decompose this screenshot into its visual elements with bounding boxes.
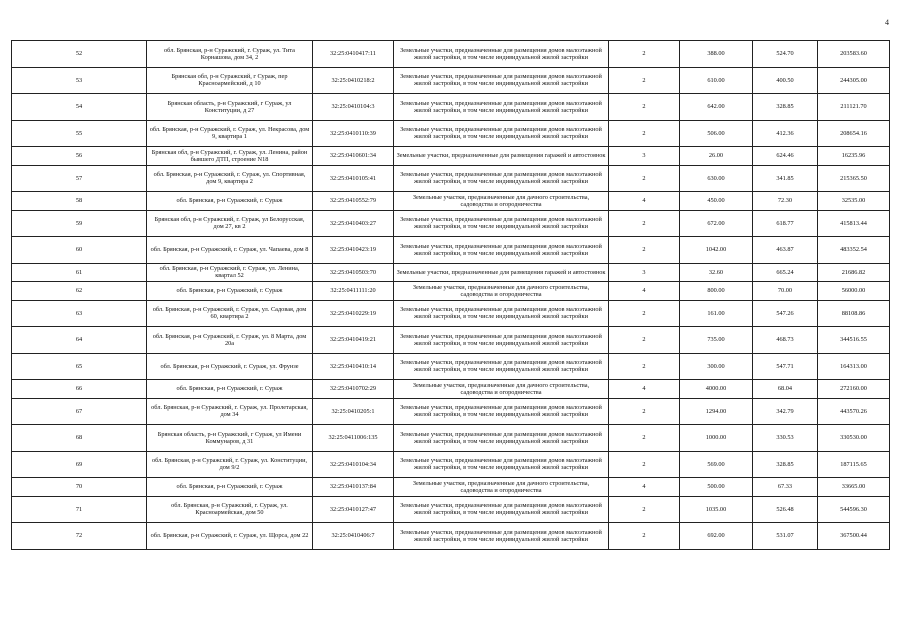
land-use-cell: Земельные участки, предназначенные для размещения домов малоэтажной жилой застройки, в том числе индивидуальной жилой застройки xyxy=(394,300,609,327)
cadastral-value-cell: 208654.16 xyxy=(818,120,890,147)
land-use-cell: Земельные участки, предназначенные для размещения домов малоэтажной жилой застройки, в том числе индивидуальной жилой застройки xyxy=(394,523,609,550)
cadastral-number-cell: 32:25:0410552:79 xyxy=(313,192,394,211)
group-cell: 2 xyxy=(609,353,680,380)
cadastral-value-cell: 544596.30 xyxy=(818,496,890,523)
land-registry-table xyxy=(11,40,890,550)
rate-cell: 468.73 xyxy=(753,327,818,354)
row-number-cell: 59 xyxy=(12,210,147,237)
cadastral-number-cell: 32:25:0410601:34 xyxy=(313,147,394,166)
land-use-cell: Земельные участки, предназначенные для размещения домов малоэтажной жилой застройки, в том числе индивидуальной жилой застройки xyxy=(394,237,609,264)
group-cell: 4 xyxy=(609,380,680,399)
group-cell: 4 xyxy=(609,282,680,301)
address-cell: обл. Брянская, р-н Суражский, г. Сураж, ул. Чапаева, дом 8 xyxy=(147,237,313,264)
table-row xyxy=(12,94,890,121)
row-number-cell: 65 xyxy=(12,353,147,380)
cadastral-number-cell: 32:25:0410105:41 xyxy=(313,165,394,192)
row-number-cell: 53 xyxy=(12,67,147,94)
area-cell: 642.00 xyxy=(680,94,753,121)
table-row xyxy=(12,353,890,380)
area-cell: 500.00 xyxy=(680,478,753,497)
rate-cell: 328.85 xyxy=(753,451,818,478)
group-cell: 2 xyxy=(609,300,680,327)
row-number-cell: 61 xyxy=(12,263,147,282)
address-cell: обл. Брянская, р-н Суражский, г. Сураж xyxy=(147,380,313,399)
rate-cell: 342.79 xyxy=(753,398,818,425)
cadastral-number-cell: 32:25:0410410:14 xyxy=(313,353,394,380)
row-number-cell: 70 xyxy=(12,478,147,497)
group-cell: 2 xyxy=(609,451,680,478)
cadastral-number-cell: 32:25:0410218:2 xyxy=(313,67,394,94)
group-cell: 2 xyxy=(609,425,680,452)
area-cell: 388.00 xyxy=(680,41,753,68)
land-use-cell: Земельные участки, предназначенные для дачного строительства, садоводства и огородничества xyxy=(394,192,609,211)
table-row xyxy=(12,451,890,478)
cadastral-value-cell: 211121.70 xyxy=(818,94,890,121)
address-cell: обл. Брянская, р-н Суражский, г. Сураж, ул. Красноармейская, дом 50 xyxy=(147,496,313,523)
rate-cell: 531.07 xyxy=(753,523,818,550)
row-number-cell: 68 xyxy=(12,425,147,452)
cadastral-value-cell: 164313.00 xyxy=(818,353,890,380)
address-cell: обл. Брянская, р-н Суражский, г. Сураж, ул. Некрасова, дом 9, квартира 1 xyxy=(147,120,313,147)
land-use-cell: Земельные участки, предназначенные для дачного строительства, садоводства и огородничества xyxy=(394,478,609,497)
group-cell: 4 xyxy=(609,478,680,497)
group-cell: 2 xyxy=(609,41,680,68)
address-cell: обл. Брянская, р-н Суражский, г. Сураж xyxy=(147,192,313,211)
table-row xyxy=(12,398,890,425)
address-cell: обл. Брянская, р-н Суражский, г. Сураж, ул. 8 Марта, дом 20а xyxy=(147,327,313,354)
address-cell: Брянская обл, р-н Суражский, г Сураж, пер Красноармейский, д 10 xyxy=(147,67,313,94)
area-cell: 630.00 xyxy=(680,165,753,192)
table-row xyxy=(12,496,890,523)
cadastral-number-cell: 32:25:0410419:21 xyxy=(313,327,394,354)
rate-cell: 526.48 xyxy=(753,496,818,523)
address-cell: обл. Брянская, р-н Суражский, г. Сураж, ул. Фрунзе xyxy=(147,353,313,380)
cadastral-number-cell: 32:25:0410417:11 xyxy=(313,41,394,68)
land-use-cell: Земельные участки, предназначенные для размещения домов малоэтажной жилой застройки, в том числе индивидуальной жилой застройки xyxy=(394,451,609,478)
row-number-cell: 56 xyxy=(12,147,147,166)
address-cell: обл. Брянская, р-н Суражский, г. Сураж, ул. Ленина, квартал 52 xyxy=(147,263,313,282)
rate-cell: 463.87 xyxy=(753,237,818,264)
address-cell: Брянская область, р-н Суражский, г Сураж, ул Конституции, д 27 xyxy=(147,94,313,121)
rate-cell: 665.24 xyxy=(753,263,818,282)
area-cell: 506.00 xyxy=(680,120,753,147)
cadastral-value-cell: 56000.00 xyxy=(818,282,890,301)
area-cell: 1035.00 xyxy=(680,496,753,523)
address-cell: обл. Брянская, р-н Суражский, г. Сураж, ул. Тита Корнашова, дом 34, 2 xyxy=(147,41,313,68)
area-cell: 4000.00 xyxy=(680,380,753,399)
group-cell: 2 xyxy=(609,120,680,147)
row-number-cell: 66 xyxy=(12,380,147,399)
cadastral-number-cell: 32:25:0410137:84 xyxy=(313,478,394,497)
row-number-cell: 72 xyxy=(12,523,147,550)
address-cell: обл. Брянская, р-н Суражский, г. Сураж xyxy=(147,478,313,497)
group-cell: 2 xyxy=(609,496,680,523)
rate-cell: 547.26 xyxy=(753,300,818,327)
area-cell: 610.00 xyxy=(680,67,753,94)
land-use-cell: Земельные участки, предназначенные для размещения домов малоэтажной жилой застройки, в том числе индивидуальной жилой застройки xyxy=(394,67,609,94)
land-use-cell: Земельные участки, предназначенные для размещения домов малоэтажной жилой застройки, в том числе индивидуальной жилой застройки xyxy=(394,120,609,147)
area-cell: 569.00 xyxy=(680,451,753,478)
rate-cell: 67.33 xyxy=(753,478,818,497)
rate-cell: 68.04 xyxy=(753,380,818,399)
cadastral-number-cell: 32:25:0410127:47 xyxy=(313,496,394,523)
cadastral-value-cell: 443570.26 xyxy=(818,398,890,425)
rate-cell: 70.00 xyxy=(753,282,818,301)
row-number-cell: 67 xyxy=(12,398,147,425)
area-cell: 26.00 xyxy=(680,147,753,166)
rate-cell: 328.85 xyxy=(753,94,818,121)
cadastral-number-cell: 32:25:0410403:27 xyxy=(313,210,394,237)
land-use-cell: Земельные участки, предназначенные для размещения домов малоэтажной жилой застройки, в том числе индивидуальной жилой застройки xyxy=(394,94,609,121)
rate-cell: 341.85 xyxy=(753,165,818,192)
cadastral-number-cell: 32:25:0410229:19 xyxy=(313,300,394,327)
rate-cell: 547.71 xyxy=(753,353,818,380)
cadastral-value-cell: 215365.50 xyxy=(818,165,890,192)
group-cell: 3 xyxy=(609,263,680,282)
table-row xyxy=(12,263,890,282)
group-cell: 4 xyxy=(609,192,680,211)
row-number-cell: 54 xyxy=(12,94,147,121)
table-row xyxy=(12,237,890,264)
page-number: 4 xyxy=(885,18,889,27)
address-cell: Брянская область, р-н Суражский, г Сураж, ул Имени Коммунаров, д 31 xyxy=(147,425,313,452)
cadastral-value-cell: 367500.44 xyxy=(818,523,890,550)
table-row xyxy=(12,478,890,497)
cadastral-value-cell: 16235.96 xyxy=(818,147,890,166)
land-use-cell: Земельные участки, предназначенные для дачного строительства, садоводства и огородничества xyxy=(394,380,609,399)
row-number-cell: 55 xyxy=(12,120,147,147)
cadastral-number-cell: 32:25:0410205:1 xyxy=(313,398,394,425)
cadastral-number-cell: 32:25:0411111:20 xyxy=(313,282,394,301)
area-cell: 161.00 xyxy=(680,300,753,327)
cadastral-value-cell: 33665.00 xyxy=(818,478,890,497)
area-cell: 450.00 xyxy=(680,192,753,211)
table-row xyxy=(12,67,890,94)
area-cell: 692.00 xyxy=(680,523,753,550)
cadastral-value-cell: 483352.54 xyxy=(818,237,890,264)
table-row xyxy=(12,327,890,354)
table-row xyxy=(12,165,890,192)
cadastral-number-cell: 32:25:0410110:39 xyxy=(313,120,394,147)
address-cell: Брянская обл, р-н Суражский, г. Сураж, ул Белорусская, дом 27, кв 2 xyxy=(147,210,313,237)
table-row xyxy=(12,210,890,237)
row-number-cell: 69 xyxy=(12,451,147,478)
address-cell: обл. Брянская, р-н Суражский, г. Сураж, ул. Пролетарская, дом 34 xyxy=(147,398,313,425)
row-number-cell: 58 xyxy=(12,192,147,211)
cadastral-value-cell: 187115.65 xyxy=(818,451,890,478)
rate-cell: 624.46 xyxy=(753,147,818,166)
rate-cell: 618.77 xyxy=(753,210,818,237)
area-cell: 800.00 xyxy=(680,282,753,301)
group-cell: 2 xyxy=(609,327,680,354)
land-use-cell: Земельные участки, предназначенные для размещения домов малоэтажной жилой застройки, в том числе индивидуальной жилой застройки xyxy=(394,425,609,452)
table-row xyxy=(12,523,890,550)
land-use-cell: Земельные участки, предназначенные для размещения гаражей и автостоянок xyxy=(394,263,609,282)
table-row xyxy=(12,120,890,147)
area-cell: 1294.00 xyxy=(680,398,753,425)
address-cell: обл. Брянская, р-н Суражский, г. Сураж, ул. Щорса, дом 22 xyxy=(147,523,313,550)
table-row xyxy=(12,282,890,301)
rate-cell: 330.53 xyxy=(753,425,818,452)
row-number-cell: 63 xyxy=(12,300,147,327)
cadastral-value-cell: 272160.00 xyxy=(818,380,890,399)
rate-cell: 72.30 xyxy=(753,192,818,211)
rate-cell: 412.36 xyxy=(753,120,818,147)
table-row xyxy=(12,300,890,327)
land-use-cell: Земельные участки, предназначенные для размещения домов малоэтажной жилой застройки, в том числе индивидуальной жилой застройки xyxy=(394,165,609,192)
table-row xyxy=(12,147,890,166)
land-use-cell: Земельные участки, предназначенные для дачного строительства, садоводства и огородничества xyxy=(394,282,609,301)
land-use-cell: Земельные участки, предназначенные для размещения домов малоэтажной жилой застройки, в том числе индивидуальной жилой застройки xyxy=(394,327,609,354)
row-number-cell: 71 xyxy=(12,496,147,523)
land-use-cell: Земельные участки, предназначенные для размещения домов малоэтажной жилой застройки, в том числе индивидуальной жилой застройки xyxy=(394,353,609,380)
address-cell: обл. Брянская, р-н Суражский, г. Сураж, ул. Спортивная, дом 9, квартира 2 xyxy=(147,165,313,192)
table-row xyxy=(12,192,890,211)
area-cell: 1000.00 xyxy=(680,425,753,452)
address-cell: обл. Брянская, р-н Суражский, г. Сураж, ул. Садовая, дом 60, квартира 2 xyxy=(147,300,313,327)
cadastral-number-cell: 32:25:0410104:34 xyxy=(313,451,394,478)
cadastral-value-cell: 203583.60 xyxy=(818,41,890,68)
land-use-cell: Земельные участки, предназначенные для размещения домов малоэтажной жилой застройки, в том числе индивидуальной жилой застройки xyxy=(394,496,609,523)
address-cell: Брянская обл, р-н Суражский, г. Сураж, ул. Ленина, район бывшего ДТП, строение N18 xyxy=(147,147,313,166)
row-number-cell: 57 xyxy=(12,165,147,192)
cadastral-number-cell: 32:25:0410423:19 xyxy=(313,237,394,264)
table-row xyxy=(12,425,890,452)
group-cell: 2 xyxy=(609,210,680,237)
area-cell: 1042.00 xyxy=(680,237,753,264)
row-number-cell: 60 xyxy=(12,237,147,264)
cadastral-number-cell: 32:25:0410104:3 xyxy=(313,94,394,121)
cadastral-value-cell: 415813.44 xyxy=(818,210,890,237)
cadastral-value-cell: 32535.00 xyxy=(818,192,890,211)
rate-cell: 400.50 xyxy=(753,67,818,94)
group-cell: 2 xyxy=(609,67,680,94)
table-row xyxy=(12,380,890,399)
group-cell: 3 xyxy=(609,147,680,166)
row-number-cell: 52 xyxy=(12,41,147,68)
cadastral-number-cell: 32:25:0410503:70 xyxy=(313,263,394,282)
area-cell: 735.00 xyxy=(680,327,753,354)
land-use-cell: Земельные участки, предназначенные для размещения домов малоэтажной жилой застройки, в том числе индивидуальной жилой застройки xyxy=(394,210,609,237)
cadastral-value-cell: 88108.86 xyxy=(818,300,890,327)
group-cell: 2 xyxy=(609,398,680,425)
cadastral-value-cell: 21686.82 xyxy=(818,263,890,282)
group-cell: 2 xyxy=(609,165,680,192)
land-use-cell: Земельные участки, предназначенные для размещения гаражей и автостоянок xyxy=(394,147,609,166)
cadastral-value-cell: 330530.00 xyxy=(818,425,890,452)
area-cell: 300.00 xyxy=(680,353,753,380)
land-use-cell: Земельные участки, предназначенные для размещения домов малоэтажной жилой застройки, в том числе индивидуальной жилой застройки xyxy=(394,398,609,425)
cadastral-value-cell: 244305.00 xyxy=(818,67,890,94)
cadastral-value-cell: 344516.55 xyxy=(818,327,890,354)
rate-cell: 524.70 xyxy=(753,41,818,68)
area-cell: 672.00 xyxy=(680,210,753,237)
row-number-cell: 64 xyxy=(12,327,147,354)
cadastral-number-cell: 32:25:0410406:7 xyxy=(313,523,394,550)
group-cell: 2 xyxy=(609,94,680,121)
cadastral-number-cell: 32:25:0410702:29 xyxy=(313,380,394,399)
land-use-cell: Земельные участки, предназначенные для размещения домов малоэтажной жилой застройки, в том числе индивидуальной жилой застройки xyxy=(394,41,609,68)
address-cell: обл. Брянская, р-н Суражский, г. Сураж xyxy=(147,282,313,301)
area-cell: 32.60 xyxy=(680,263,753,282)
table-body xyxy=(12,41,890,550)
row-number-cell: 62 xyxy=(12,282,147,301)
address-cell: обл. Брянская, р-н Суражский, г. Сураж, ул. Конституции, дом 9/2 xyxy=(147,451,313,478)
group-cell: 2 xyxy=(609,523,680,550)
group-cell: 2 xyxy=(609,237,680,264)
cadastral-number-cell: 32:25:0411006:135 xyxy=(313,425,394,452)
table-row xyxy=(12,41,890,68)
